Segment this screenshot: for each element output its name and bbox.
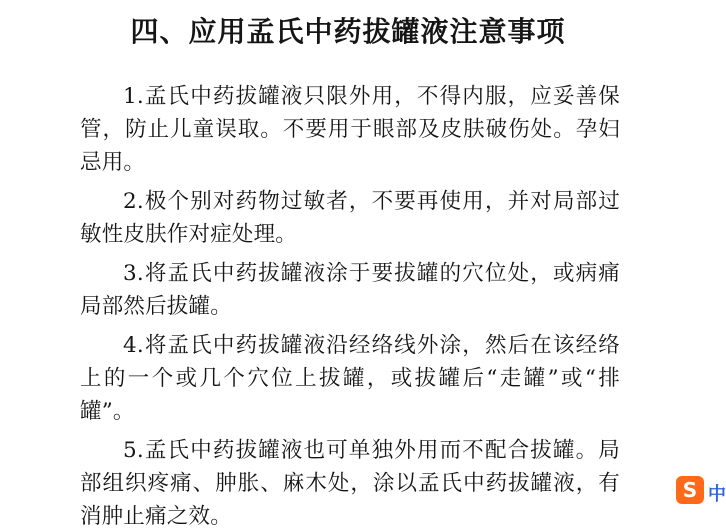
precaution-item-1: 1.孟氏中药拔罐液只限外用，不得内服，应妥善保管，防止儿童误取。不要用于眼部及皮肤破伤处。孕妇忌用。 xyxy=(80,84,620,175)
precautions-list xyxy=(80,80,620,529)
section-heading: 四、应用孟氏中药拔罐液注意事项 xyxy=(130,15,566,48)
precaution-item-4: 4.将孟氏中药拔罐液沿经络线外涂，然后在该经络上的一个或几个穴位上拔罐，或拔罐后“走罐”或“排罐”。 xyxy=(80,333,620,424)
precaution-item-5: 5.孟氏中药拔罐液也可单独外用而不配合拔罐。局部组织疼痛、肿胀、麻木处，涂以孟氏中药拔罐液，有消肿止痛之效。 xyxy=(80,438,620,529)
precaution-item-2: 2.极个别对药物过敏者，不要再使用，并对局部过敏性皮肤作对症处理。 xyxy=(80,189,620,247)
sogou-ime-icon[interactable]: S xyxy=(676,476,704,504)
ime-mode-label[interactable]: 中 xyxy=(708,484,726,505)
precaution-item-3: 3.将孟氏中药拔罐液涂于要拔罐的穴位处，或病痛局部然后拔罐。 xyxy=(80,261,620,319)
